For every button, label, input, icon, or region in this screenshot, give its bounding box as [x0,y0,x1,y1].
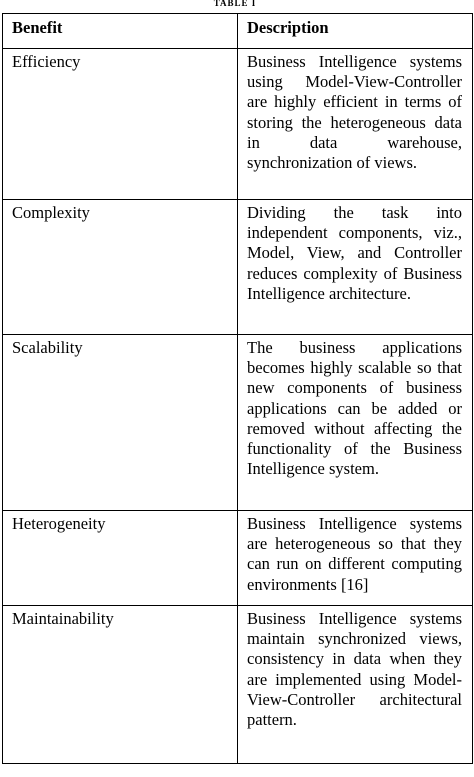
description-cell: Business Intelligence systems are heterogeneous so that they can run on different computing environments [16] [238,511,473,606]
benefit-cell: Complexity [3,200,238,335]
table-caption: TABLE I [213,0,257,6]
table-row [3,511,473,606]
table-row [3,606,473,764]
header-description: Description [238,14,473,49]
description-cell: Dividing the task into independent components, viz., Model, View, and Controller reduces complexity of Business Intelligence architecture. [238,200,473,335]
table-row [3,49,473,200]
description-cell: The business applications becomes highly scalable so that new components of business applications can be added or removed without affecting the functionality of the Business Intelligence system. [238,335,473,511]
table-row [3,335,473,511]
description-cell: Business Intelligence systems using Model-View-Controller are highly efficient in terms of storing the heterogeneous data in data warehouse, synchronization of views. [238,49,473,200]
table-header-row [3,14,473,49]
benefit-cell: Heterogeneity [3,511,238,606]
benefit-cell: Maintainability [3,606,238,764]
benefit-cell: Efficiency [3,49,238,200]
description-cell: Business Intelligence systems maintain synchronized views, consistency in data when they are implemented using Model-View-Controller architectural pattern. [238,606,473,764]
benefit-cell: Scalability [3,335,238,511]
table-row [3,200,473,335]
benefits-table [2,13,473,764]
header-benefit: Benefit [3,14,238,49]
